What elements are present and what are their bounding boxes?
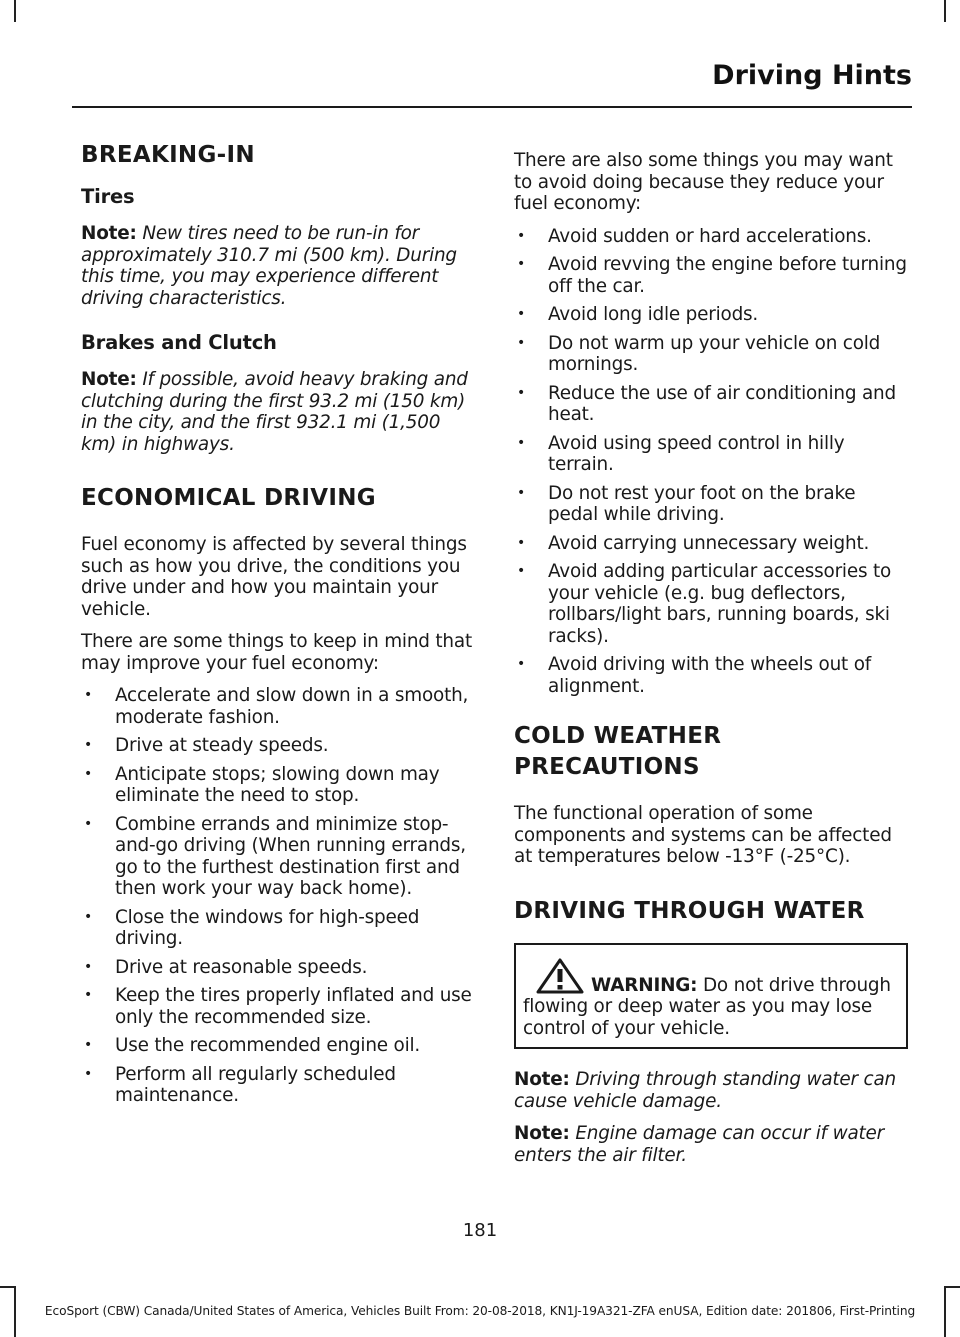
driving-through-water-heading: DRIVING THROUGH WATER <box>514 897 865 924</box>
cold-weather-heading-line1: COLD WEATHER <box>514 723 722 749</box>
warning-label: WARNING: <box>591 974 698 996</box>
note-label: Note: <box>81 369 137 390</box>
left-column <box>81 140 477 1114</box>
header-divider <box>72 106 912 108</box>
economical-paragraph-2: There are some things to keep in mind that may improve your fuel economy: <box>81 631 472 674</box>
list-item: • Do not warm up your vehicle on cold mornings. <box>517 332 881 375</box>
list-item: • Keep the tires properly inflated and use only the recommended size. <box>84 985 472 1028</box>
cold-weather-text: The functional operation of some components and systems can be affected at temperatures below -13°F (-25°C). <box>514 803 892 867</box>
right-column <box>514 150 908 1177</box>
list-item: • Avoid revving the engine before turning off the car. <box>517 254 907 297</box>
list-item: • Perform all regularly scheduled maintenance. <box>84 1063 396 1106</box>
bullet-dot: • <box>84 687 93 703</box>
bullet-dot: • <box>517 256 526 272</box>
bullet-dot: • <box>517 384 526 401</box>
tires-heading: Tires <box>81 185 135 208</box>
note-text: If possible, avoid heavy braking and clutching during the first 93.2 mi (150 km) in the city, and the first 932.1 mi (1,500 km) in highways. <box>81 369 468 455</box>
list-item: • Avoid carrying unnecessary weight. <box>517 532 870 554</box>
note-label: Note: <box>514 1123 570 1144</box>
list-item: • Use the recommended engine oil. <box>84 1035 421 1056</box>
water-note-2 <box>514 1123 908 1166</box>
bullet-dot: • <box>517 434 526 451</box>
brakes-note <box>81 369 477 455</box>
page-header-title: Driving Hints <box>712 60 912 91</box>
list-item: • Close the windows for high-speed driving. <box>84 906 420 949</box>
bullet-dot: • <box>517 306 526 322</box>
crop-mark-top-right <box>944 0 946 22</box>
bullet-dot: • <box>84 1037 93 1053</box>
improve-economy-list <box>81 685 477 1107</box>
bullet-dot: • <box>84 737 93 753</box>
list-item: • Reduce the use of air conditioning and heat. <box>517 382 896 425</box>
avoid-intro: There are also some things you may want to avoid doing because they reduce your fuel economy: <box>514 150 893 214</box>
bullet-dot: • <box>84 815 93 832</box>
bullet-dot: • <box>517 227 526 244</box>
cold-weather-heading <box>514 721 908 783</box>
footer-edition-info: EcoSport (CBW) Canada/United States of America, Vehicles Built From: 20-08-2018, KN1J-19A321-ZFA enUSA, Edition date: 201806, First-Printing <box>44 1304 916 1318</box>
bullet-dot: • <box>517 656 526 672</box>
list-item: • Combine errands and minimize stop-and-go driving (When running errands, go to the furthest destination first and then work your way back home). <box>84 813 466 899</box>
note-text: New tires need to be run-in for approximately 310.7 mi (500 km). During this time, you may experience different driving characteristics. <box>81 223 457 309</box>
warning-text: Do not drive through flowing or deep water as you may lose control of your vehicle. <box>523 974 891 1039</box>
note-text: Driving through standing water can cause vehicle damage. <box>514 1069 896 1112</box>
note-label: Note: <box>81 223 137 244</box>
tires-note <box>81 223 477 309</box>
crop-mark-bottom-left-h <box>0 1286 16 1288</box>
warning-triangle-icon <box>535 957 585 995</box>
note-text: Engine damage can occur if water enters the air filter. <box>514 1123 884 1166</box>
economical-paragraph-1: Fuel economy is affected by several things such as how you drive, the conditions you drive under and how you maintain your vehicle. <box>81 534 467 620</box>
warning-box <box>514 943 908 1050</box>
brakes-clutch-heading: Brakes and Clutch <box>81 331 277 354</box>
list-item: • Avoid sudden or hard accelerations. <box>517 225 872 247</box>
page-number: 181 <box>462 1220 498 1241</box>
list-item: • Drive at steady speeds. <box>84 735 329 756</box>
bullet-dot: • <box>517 484 526 501</box>
water-note-1 <box>514 1069 908 1112</box>
bullet-dot: • <box>84 1065 93 1082</box>
list-item: • Avoid long idle periods. <box>517 304 759 325</box>
list-item: • Avoid driving with the wheels out of alignment. <box>517 654 872 697</box>
list-item: • Avoid using speed control in hilly terrain. <box>517 432 845 475</box>
list-item: • Avoid adding particular accessories to your vehicle (e.g. bug deflectors, rollbars/light bars, running boards, ski racks). <box>517 561 892 647</box>
list-item: • Anticipate stops; slowing down may eliminate the need to stop. <box>84 763 440 806</box>
avoid-list <box>514 226 908 698</box>
cold-weather-heading-line2: PRECAUTIONS <box>514 754 700 780</box>
list-item: • Accelerate and slow down in a smooth, moderate fashion. <box>84 685 469 728</box>
list-item: • Do not rest your foot on the brake pedal while driving. <box>517 482 856 525</box>
bullet-dot: • <box>517 563 526 579</box>
breaking-in-heading: BREAKING-IN <box>81 142 255 168</box>
note-label: Note: <box>514 1069 570 1090</box>
crop-mark-top-left <box>14 0 16 22</box>
bullet-dot: • <box>84 908 93 925</box>
bullet-dot: • <box>517 334 526 351</box>
crop-mark-bottom-right-h <box>944 1286 960 1288</box>
bullet-dot: • <box>517 534 526 551</box>
bullet-dot: • <box>84 958 93 975</box>
bullet-dot: • <box>84 987 93 1003</box>
list-item: • Drive at reasonable speeds. <box>84 956 368 978</box>
bullet-dot: • <box>84 765 93 782</box>
economical-driving-heading: ECONOMICAL DRIVING <box>81 485 376 511</box>
